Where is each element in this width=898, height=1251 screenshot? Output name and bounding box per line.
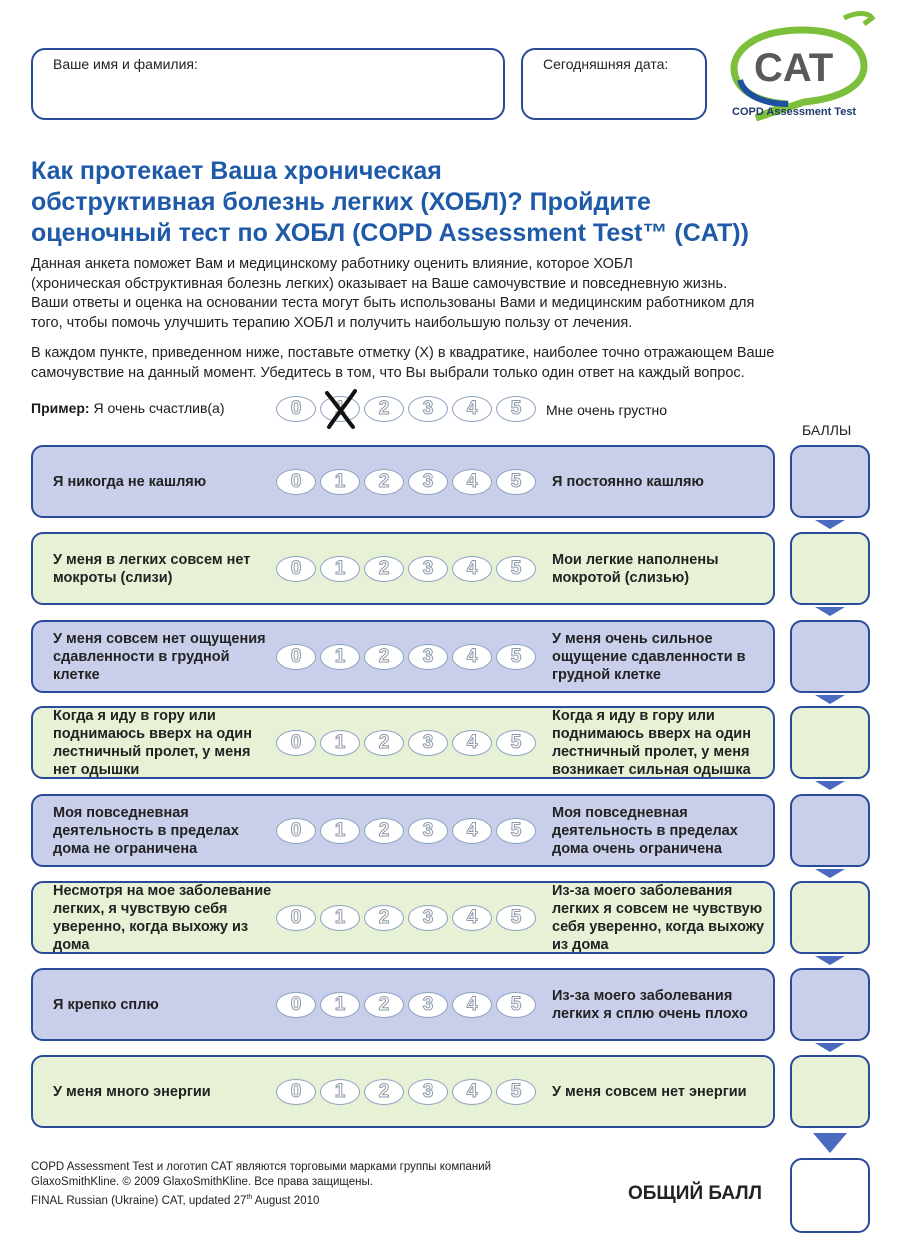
scale-number: 5 xyxy=(510,907,522,928)
scale-number: 4 xyxy=(466,820,478,841)
question-row xyxy=(31,706,775,779)
scale-option-2[interactable] xyxy=(364,818,404,844)
scale-number: 1 xyxy=(334,398,346,419)
scale-number: 4 xyxy=(466,732,478,753)
scale-number: 3 xyxy=(422,732,434,753)
scale-option-3[interactable] xyxy=(408,469,448,495)
score-box[interactable] xyxy=(790,620,870,693)
scale-option-0[interactable] xyxy=(276,992,316,1018)
scale-option-4[interactable] xyxy=(452,818,492,844)
question-scale xyxy=(276,992,536,1018)
instruction-line: самочувствие на данный момент. Убедитесь в том, что Вы выбрали только один ответ на каждый вопрос. xyxy=(31,364,745,381)
down-arrow-icon xyxy=(815,695,845,704)
question-right-label: У меня очень сильное ощущение сдавленности в грудной клетке xyxy=(552,630,746,683)
question-left-label: Несмотря на мое заболевание легких, я чувствую себя уверенно, когда выхожу из дома xyxy=(53,882,272,953)
question-left-label: У меня много энергии xyxy=(53,1083,211,1100)
scale-option-2[interactable] xyxy=(364,396,404,422)
question-scale xyxy=(276,905,536,931)
scale-option-1[interactable] xyxy=(320,992,360,1018)
score-box[interactable] xyxy=(790,706,870,779)
scale-number: 3 xyxy=(422,558,434,579)
question-left-label: Я крепко сплю xyxy=(53,996,159,1013)
scale-number: 5 xyxy=(510,820,522,841)
example-prefix: Пример: xyxy=(31,400,90,416)
intro-line: (хроническая обструктивная болезнь легких) оказывает на Ваше самочувствие и повседневную жизнь. xyxy=(31,275,728,292)
question-right-label: Мои легкие наполнены мокротой (слизью) xyxy=(552,551,719,586)
score-box[interactable] xyxy=(790,1055,870,1128)
scale-number: 1 xyxy=(334,646,346,667)
scale-number: 2 xyxy=(378,907,390,928)
footer-line: COPD Assessment Test и логотип CAT являются торговыми марками группы компаний xyxy=(31,1161,492,1173)
scale-option-5[interactable] xyxy=(496,730,536,756)
scale-option-5[interactable] xyxy=(496,905,536,931)
scale-option-3[interactable] xyxy=(408,644,448,670)
question-left-label: Моя повседневная деятельность в пределах дома не ограничена xyxy=(53,804,239,857)
example-row xyxy=(31,396,751,426)
scale-option-2[interactable] xyxy=(364,469,404,495)
question-row xyxy=(31,532,775,605)
scale-option-3[interactable] xyxy=(408,1079,448,1105)
scale-option-4[interactable] xyxy=(452,644,492,670)
scale-number: 1 xyxy=(334,471,346,492)
scale-number: 3 xyxy=(422,646,434,667)
intro-line: того, чтобы помочь улучшить терапию ХОБЛ и получить наибольшую пользу от лечения. xyxy=(31,314,633,331)
down-arrow-icon xyxy=(815,956,845,965)
footer-line: GlaxoSmithKline. © 2009 GlaxoSmithKline. Все права защищены. xyxy=(31,1176,373,1188)
footer-sup: th xyxy=(246,1194,253,1201)
scale-number: 1 xyxy=(334,1081,346,1102)
name-field[interactable] xyxy=(31,48,505,120)
scale-option-4[interactable] xyxy=(452,905,492,931)
scale-option-1[interactable] xyxy=(320,644,360,670)
scale-option-5[interactable] xyxy=(496,644,536,670)
scale-number: 0 xyxy=(290,398,302,419)
footer-version: FINAL Russian (Ukraine) CAT, updated 27 xyxy=(31,1194,247,1207)
scale-number: 4 xyxy=(466,646,478,667)
scale-option-0[interactable] xyxy=(276,644,316,670)
scale-number: 0 xyxy=(290,471,302,492)
scale-number: 0 xyxy=(290,994,302,1015)
scale-option-5[interactable] xyxy=(496,396,536,422)
scale-number: 0 xyxy=(290,907,302,928)
scale-number: 4 xyxy=(466,994,478,1015)
scale-number: 0 xyxy=(290,820,302,841)
scale-number: 2 xyxy=(378,820,390,841)
scale-option-1[interactable] xyxy=(320,818,360,844)
question-left-label: Я никогда не кашляю xyxy=(53,473,207,490)
scores-header: БАЛЛЫ xyxy=(802,422,852,438)
footer-line xyxy=(31,1190,491,1209)
scale-number: 1 xyxy=(334,907,346,928)
scale-option-5[interactable] xyxy=(496,556,536,582)
question-row xyxy=(31,1055,775,1128)
question-row xyxy=(31,881,775,954)
scale-option-1[interactable] xyxy=(320,396,360,422)
scale-number: 5 xyxy=(510,646,522,667)
scale-option-0[interactable] xyxy=(276,905,316,931)
intro-text xyxy=(31,255,871,333)
date-field[interactable] xyxy=(521,48,707,120)
intro-line: Данная анкета поможет Вам и медицинскому работнику оценить влияние, которое ХОБЛ xyxy=(31,256,633,272)
scale-option-0[interactable] xyxy=(276,469,316,495)
question-left-label: У меня в легких совсем нет мокроты (слизи) xyxy=(53,551,251,586)
scale-number: 5 xyxy=(510,732,522,753)
question-row xyxy=(31,794,775,867)
scale-option-5[interactable] xyxy=(496,818,536,844)
example-left-label: Я очень счастлив(а) xyxy=(93,400,225,416)
logo-text: CAT xyxy=(754,46,834,90)
scale-option-3[interactable] xyxy=(408,556,448,582)
scale-option-5[interactable] xyxy=(496,992,536,1018)
scale-option-3[interactable] xyxy=(408,905,448,931)
score-box[interactable] xyxy=(790,532,870,605)
scale-option-4[interactable] xyxy=(452,469,492,495)
down-arrow-icon xyxy=(813,1133,847,1153)
scale-number: 5 xyxy=(510,471,522,492)
total-score-label: ОБЩИЙ БАЛЛ xyxy=(628,1183,762,1204)
logo-caption: COPD Assessment Test xyxy=(732,106,857,118)
scale-option-4[interactable] xyxy=(452,1079,492,1105)
scale-option-2[interactable] xyxy=(364,992,404,1018)
x-mark-icon xyxy=(319,387,363,431)
scale-number: 5 xyxy=(510,398,522,419)
scale-number: 3 xyxy=(422,471,434,492)
title-line: Как протекает Ваша хроническая xyxy=(31,157,442,185)
question-row xyxy=(31,968,775,1041)
scale-option-1[interactable] xyxy=(320,556,360,582)
scale-number: 4 xyxy=(466,1081,478,1102)
scale-number: 0 xyxy=(290,1081,302,1102)
score-box[interactable] xyxy=(790,881,870,954)
question-row xyxy=(31,445,775,518)
scale-option-3[interactable] xyxy=(408,818,448,844)
scale-number: 5 xyxy=(510,558,522,579)
instruction-line: В каждом пункте, приведенном ниже, поставьте отметку (X) в квадратике, наиболее точно отражающем Ваше xyxy=(31,345,775,361)
score-box[interactable] xyxy=(790,445,870,518)
scale-option-0[interactable] xyxy=(276,556,316,582)
scale-number: 2 xyxy=(378,732,390,753)
scale-number: 2 xyxy=(378,994,390,1015)
down-arrow-icon xyxy=(815,781,845,790)
scale-number: 5 xyxy=(510,1081,522,1102)
scale-number: 3 xyxy=(422,1081,434,1102)
scale-number: 4 xyxy=(466,907,478,928)
title-line: обструктивная болезнь легких (ХОБЛ)? Пройдите xyxy=(31,188,651,216)
question-scale xyxy=(276,644,536,670)
scale-option-0[interactable] xyxy=(276,730,316,756)
scale-number: 4 xyxy=(466,558,478,579)
page-title xyxy=(31,156,881,249)
scale-option-3[interactable] xyxy=(408,992,448,1018)
question-scale xyxy=(276,730,536,756)
scale-number: 4 xyxy=(466,398,478,419)
date-field-label: Сегодняшняя дата: xyxy=(543,56,669,72)
scale-option-1[interactable] xyxy=(320,905,360,931)
intro-line: Ваши ответы и оценка на основании теста могут быть использованы Вами и медицинским работником для xyxy=(31,295,755,311)
question-right-label: Когда я иду в гору или поднимаюсь вверх на один лестничный пролет, у меня возникает сильная одышка xyxy=(552,707,751,778)
scale-option-0[interactable] xyxy=(276,396,316,422)
scale-option-1[interactable] xyxy=(320,469,360,495)
footer-date: August 2010 xyxy=(252,1194,320,1207)
scale-number: 3 xyxy=(422,398,434,419)
total-score-box[interactable] xyxy=(790,1158,870,1233)
footer xyxy=(31,1160,491,1209)
scale-option-4[interactable] xyxy=(452,396,492,422)
scale-number: 4 xyxy=(466,471,478,492)
scale-option-2[interactable] xyxy=(364,730,404,756)
down-arrow-icon xyxy=(815,1043,845,1052)
scale-option-4[interactable] xyxy=(452,992,492,1018)
question-right-label: Из-за моего заболевания легких я сплю очень плохо xyxy=(552,987,748,1022)
scale-number: 0 xyxy=(290,558,302,579)
scale-number: 2 xyxy=(378,471,390,492)
scale-option-0[interactable] xyxy=(276,1079,316,1105)
scale-number: 3 xyxy=(422,907,434,928)
scale-option-5[interactable] xyxy=(496,469,536,495)
score-box[interactable] xyxy=(790,794,870,867)
scale-option-3[interactable] xyxy=(408,730,448,756)
scale-option-0[interactable] xyxy=(276,818,316,844)
question-left-label: У меня совсем нет ощущения сдавленности в грудной клетке xyxy=(53,630,266,683)
scale-option-1[interactable] xyxy=(320,730,360,756)
scale-option-2[interactable] xyxy=(364,905,404,931)
question-scale xyxy=(276,469,536,495)
scale-option-1[interactable] xyxy=(320,1079,360,1105)
example-scale xyxy=(276,396,536,422)
scale-number: 2 xyxy=(378,646,390,667)
scale-number: 1 xyxy=(334,994,346,1015)
scale-number: 3 xyxy=(422,994,434,1015)
down-arrow-icon xyxy=(815,869,845,878)
score-box[interactable] xyxy=(790,968,870,1041)
example-right-label: Мне очень грустно xyxy=(546,402,668,418)
scale-number: 1 xyxy=(334,558,346,579)
scale-number: 2 xyxy=(378,398,390,419)
scale-number: 0 xyxy=(290,646,302,667)
question-left-label: Когда я иду в гору или поднимаюсь вверх на один лестничный пролет, у меня нет одышки xyxy=(53,707,252,778)
name-field-label: Ваше имя и фамилия: xyxy=(53,56,198,72)
question-scale xyxy=(276,818,536,844)
question-right-label: Я постоянно кашляю xyxy=(552,473,704,490)
scale-option-2[interactable] xyxy=(364,644,404,670)
down-arrow-icon xyxy=(815,607,845,616)
scale-number: 2 xyxy=(378,558,390,579)
question-right-label: У меня совсем нет энергии xyxy=(552,1083,747,1100)
scale-option-4[interactable] xyxy=(452,556,492,582)
scale-number: 2 xyxy=(378,1081,390,1102)
scale-option-4[interactable] xyxy=(452,730,492,756)
down-arrow-icon xyxy=(815,520,845,529)
scale-option-3[interactable] xyxy=(408,396,448,422)
scale-option-2[interactable] xyxy=(364,1079,404,1105)
question-scale xyxy=(276,556,536,582)
scale-number: 5 xyxy=(510,994,522,1015)
scale-number: 3 xyxy=(422,820,434,841)
question-scale xyxy=(276,1079,536,1105)
question-right-label: Моя повседневная деятельность в пределах дома очень ограничена xyxy=(552,804,738,857)
question-right-label: Из-за моего заболевания легких я совсем не чувствую себя уверенно, когда выхожу из дома xyxy=(552,882,765,953)
instruction-text xyxy=(31,344,871,383)
example-left-text xyxy=(31,400,225,416)
title-line: оценочный тест по ХОБЛ (COPD Assessment Test™ (CAT)) xyxy=(31,219,749,247)
scale-number: 1 xyxy=(334,732,346,753)
scale-option-5[interactable] xyxy=(496,1079,536,1105)
question-row xyxy=(31,620,775,693)
scale-number: 0 xyxy=(290,732,302,753)
scale-option-2[interactable] xyxy=(364,556,404,582)
scale-number: 1 xyxy=(334,820,346,841)
